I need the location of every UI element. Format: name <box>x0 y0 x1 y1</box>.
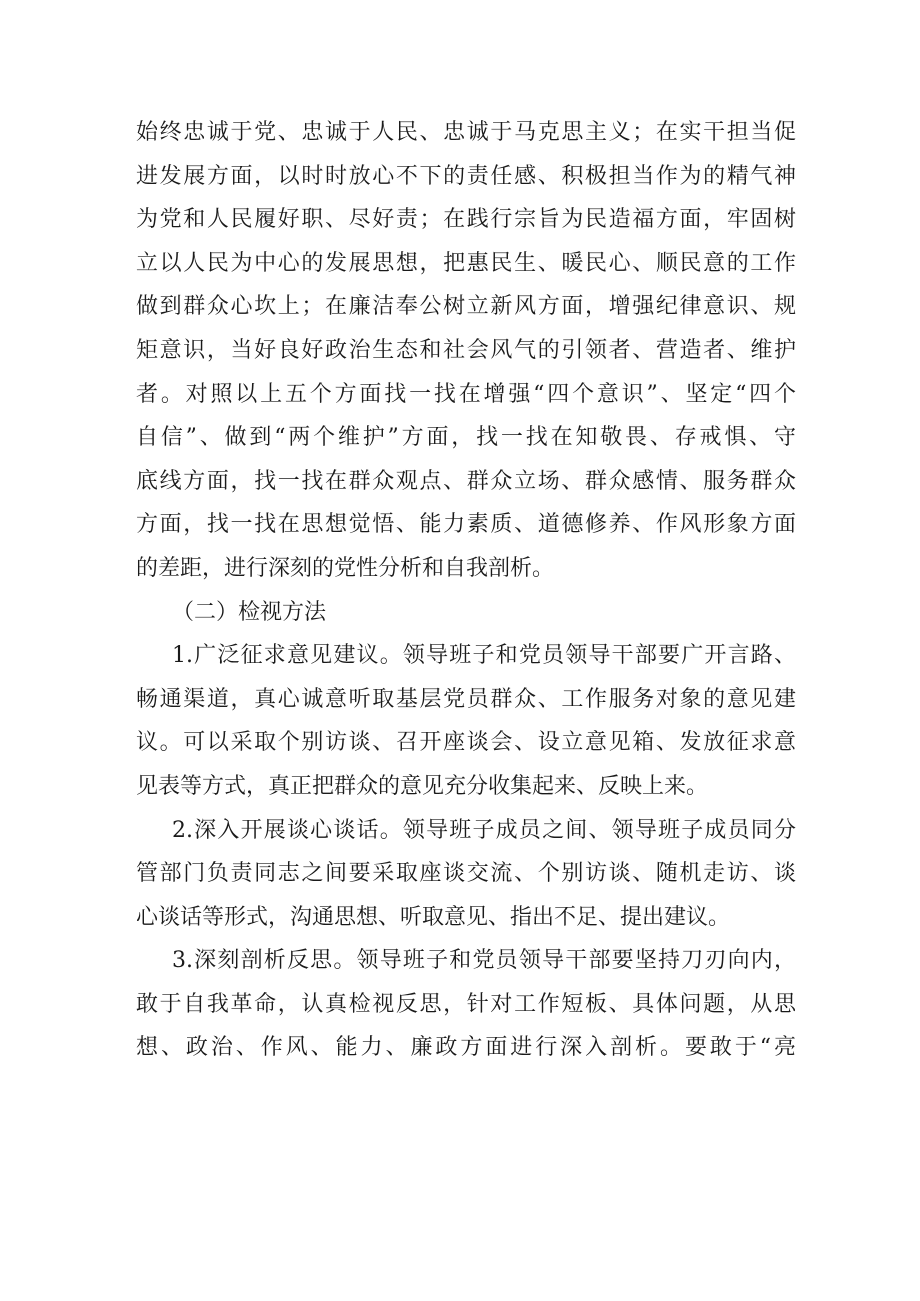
text-line: 立以人民为中心的发展思想，把惠民生、暖民心、顺民意的工作 <box>136 250 796 276</box>
text-line: 议。可以采取个别访谈、召开座谈会、设立意见箱、发放征求意 <box>136 730 796 756</box>
text-line: 自信”、做到“两个维护”方面，找一找在知敬畏、存戒惧、守 <box>136 425 796 451</box>
text-line: 进发展方面，以时时放心不下的责任感、积极担当作为的精气神 <box>136 163 796 189</box>
text-line: 畅通渠道，真心诚意听取基层党员群众、工作服务对象的意见建 <box>136 686 796 712</box>
text-line: （二）检视方法 <box>172 599 327 625</box>
text-line: 管部门负责同志之间要采取座谈交流、个别访谈、随机走访、谈 <box>136 861 796 887</box>
section-heading <box>136 591 796 635</box>
text-line: 见表等方式，真正把群众的意见充分收集起来、反映上来。 <box>136 773 709 799</box>
paragraph <box>136 939 796 1070</box>
text-line: 做到群众心坎上；在廉洁奉公树立新风方面，增强纪律意识、规 <box>136 294 796 320</box>
text-line: 1.广泛征求意见建议。领导班子和党员领导干部要广开言路、 <box>172 643 796 669</box>
text-line: 敢于自我革命，认真检视反思，针对工作短板、具体问题，从思 <box>136 991 796 1017</box>
text-line: 底线方面，找一找在群众观点、群众立场、群众感情、服务群众 <box>136 468 796 494</box>
text-line: 始终忠诚于党、忠诚于人民、忠诚于马克思主义；在实干担当促 <box>136 120 796 145</box>
document-body <box>136 111 796 1070</box>
text-line: 想、政治、作风、能力、廉政方面进行深入剖析。要敢于“亮 <box>136 1035 796 1061</box>
paragraph <box>136 111 796 591</box>
text-line: 者。对照以上五个方面找一找在增强“四个意识”、坚定“四个 <box>136 381 796 407</box>
text-line: 的差距，进行深刻的党性分析和自我剖析。 <box>136 555 555 581</box>
text-line: 2.深入开展谈心谈话。领导班子成员之间、领导班子成员同分 <box>172 817 796 843</box>
paragraph <box>136 809 796 940</box>
paragraph <box>136 634 796 808</box>
text-line: 3.深刻剖析反思。领导班子和党员领导干部要坚持刀刃向内， <box>172 948 796 974</box>
text-line: 方面，找一找在思想觉悟、能力素质、道德修养、作风形象方面 <box>136 512 796 538</box>
text-line: 为党和人民履好职、尽好责；在践行宗旨为民造福方面，牢固树 <box>136 207 796 233</box>
text-line: 心谈话等形式，沟通思想、听取意见、指出不足、提出建议。 <box>136 904 731 930</box>
text-line: 矩意识，当好良好政治生态和社会风气的引领者、营造者、维护 <box>136 337 796 363</box>
